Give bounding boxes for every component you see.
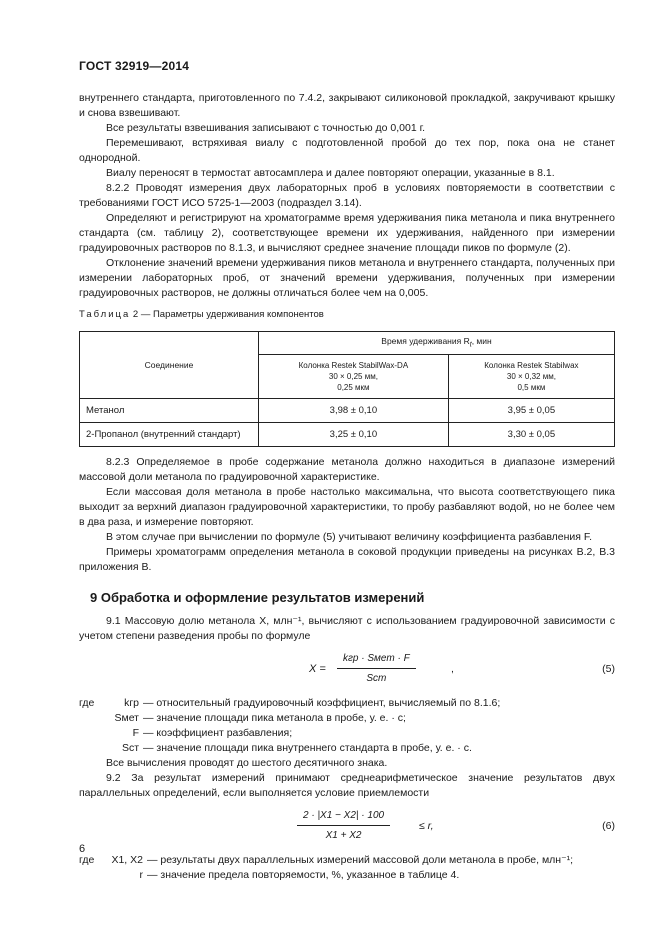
formula-6-tail: ≤ r,: [419, 820, 434, 832]
definitions-list: [79, 696, 615, 756]
paragraph: 8.2.3 Определяемое в пробе содержание метанола должно находиться в диапазоне измерений массовой доли метанола по градуировочной характеристике.: [79, 456, 615, 483]
column-a-size: 30 × 0,25 мм,: [328, 372, 378, 381]
formula-5-lhs: X =: [309, 663, 326, 675]
formula-5-number: (5): [602, 663, 615, 675]
paragraph: Все вычисления проводят до шестого десятичного знака.: [106, 757, 388, 769]
table-cell-a: 3,25 ± 0,10: [259, 423, 449, 447]
table-row: [80, 423, 615, 447]
table-header-compound: Соединение: [80, 332, 259, 399]
definition-symbol: r: [139, 869, 143, 881]
definition-text: — относительный градуировочный коэффициент, вычисляемый по 8.1.6;: [143, 697, 501, 709]
table-header-column-a: [259, 355, 449, 399]
formula-5-numerator: kгр · Sмет · F: [337, 651, 416, 669]
formula-5-denominator: Sст: [366, 673, 387, 684]
time-unit: , мин: [471, 335, 492, 346]
time-label: Время удерживания R: [381, 335, 470, 346]
definition-symbol: Sмет: [114, 712, 139, 724]
column-a-film: 0,25 мкм: [337, 383, 370, 392]
definition-prefix: [79, 741, 99, 756]
table-row: [80, 399, 615, 423]
column-b-film: 0,5 мкм: [517, 383, 546, 392]
table-cell-a: 3,98 ± 0,10: [259, 399, 449, 423]
paragraph: внутреннего стандарта, приготовленного по 7.4.2, закрывают силиконовой прокладкой, закручивают крышку и снова взвешивают.: [79, 92, 615, 119]
definition-row: [79, 853, 615, 868]
table-cell-name: 2-Пропанол (внутренний стандарт): [80, 423, 259, 447]
definition-row: [79, 741, 615, 756]
definition-symbol: Sст: [121, 742, 139, 754]
formula-6: [79, 804, 615, 848]
definition-prefix: где: [79, 697, 95, 709]
table-caption: [79, 307, 615, 322]
table-caption-text: 2 — Параметры удерживания компонентов: [132, 309, 324, 320]
document-body: [79, 91, 615, 883]
time-subscript: t: [469, 341, 472, 349]
formula-6-numerator: 2 · |X1 − X2| · 100: [297, 808, 390, 826]
definition-prefix: [79, 868, 99, 883]
retention-table: [79, 331, 615, 447]
table-header-column-b: [448, 355, 614, 399]
table-header-time: [259, 332, 615, 355]
paragraph: 9.1 Массовую долю метанола X, млн⁻¹, вычисляют с использованием градуировочной зависимости с учетом степени разведения пробы по формуле: [79, 615, 615, 642]
definition-row: [79, 696, 615, 711]
definition-text: — результаты двух параллельных измерений массовой доли метанола в пробе, млн⁻¹;: [147, 854, 574, 866]
formula-6-fraction: [297, 808, 390, 843]
definition-text: — значение предела повторяемости, %, указанное в таблице 4.: [147, 869, 460, 881]
paragraph: Примеры хроматограмм определения метанола в соковой продукции приведены на рисунках В.2, В.3 приложения В.: [79, 546, 615, 573]
paragraph: Отклонение значений времени удерживания пиков метанола и внутреннего стандарта, полученных при измерении лабораторных проб, от значений времени удерживания, полученных при измерении градуировочных растворов, не должны отличаться более чем на 0,005.: [79, 257, 615, 299]
table-cell-b: 3,30 ± 0,05: [448, 423, 614, 447]
definition-row: [79, 868, 615, 883]
definition-row: [79, 726, 615, 741]
definition-symbol: kгр: [124, 697, 139, 709]
paragraph: 8.2.2 Проводят измерения двух лабораторных проб в условиях повторяемости в соответствии с требованиями ГОСТ ИСО 5725-1—2003 (подраздел 3.14).: [79, 182, 615, 209]
formula-5-tail: ,: [451, 663, 454, 675]
section-title: 9 Обработка и оформление результатов измерений: [90, 590, 425, 605]
definition-symbol: F: [132, 727, 139, 739]
paragraph: Все результаты взвешивания записывают с точностью до 0,001 г.: [106, 122, 426, 134]
paragraph: В этом случае при вычислении по формуле (5) учитывают величину коэффициента разбавления F.: [106, 531, 593, 543]
paragraph: Если массовая доля метанола в пробе настолько максимальна, что высота соответствующего пика выходит за верхний диапазон градуировочной характеристики, то пробу разбавляют водой, но не более чем в два раза, и измерение повторяют.: [79, 486, 615, 528]
definition-prefix: где: [79, 854, 95, 866]
document-header: ГОСТ 32919—2014: [79, 59, 190, 73]
definition-prefix: [79, 726, 99, 741]
paragraph: 9.2 За результат измерений принимают среднеарифметическое значение результатов двух параллельных определений, если выполняется условие приемлемости: [79, 772, 615, 799]
table-cell-name: Метанол: [80, 399, 259, 423]
table-caption-label: Таблица: [79, 309, 131, 320]
formula-6-number: (6): [602, 820, 615, 832]
definition-text: — значение площади пика внутреннего стандарта в пробе, у. е. · с.: [143, 742, 472, 754]
column-b-name: Колонка Restek Stabilwax: [484, 361, 579, 370]
definition-text: — коэффициент разбавления;: [143, 727, 293, 739]
formula-5: [79, 647, 615, 691]
column-b-size: 30 × 0,32 мм,: [506, 372, 556, 381]
paragraph: Перемешивают, встряхивая виалу с подготовленной пробой до тех пор, пока она не станет однородной.: [79, 137, 615, 164]
definition-text: — значение площади пика метанола в пробе, у. е. · с;: [143, 712, 406, 724]
definitions-list: [79, 853, 615, 883]
page-number: 6: [79, 843, 86, 855]
formula-6-denominator: X1 + X2: [325, 830, 362, 841]
paragraph: Определяют и регистрируют на хроматограмме время удерживания пика метанола и пика внутреннего стандарта (см. таблицу 2), соответствующее времени их удерживания, найденного при измерении градуировочных растворов по 8.1.3, и вычисляют среднее значение площади пиков по формуле (2).: [79, 212, 615, 254]
definition-prefix: [79, 711, 99, 726]
paragraph: Виалу переносят в термостат автосамплера и далее повторяют операции, указанные в 8.1.: [106, 167, 555, 179]
column-a-name: Колонка Restek StabilWax-DA: [298, 361, 409, 370]
definition-symbol: X1, X2: [111, 854, 143, 866]
definition-row: [79, 711, 615, 726]
table-cell-b: 3,95 ± 0,05: [448, 399, 614, 423]
formula-5-fraction: [337, 651, 416, 686]
